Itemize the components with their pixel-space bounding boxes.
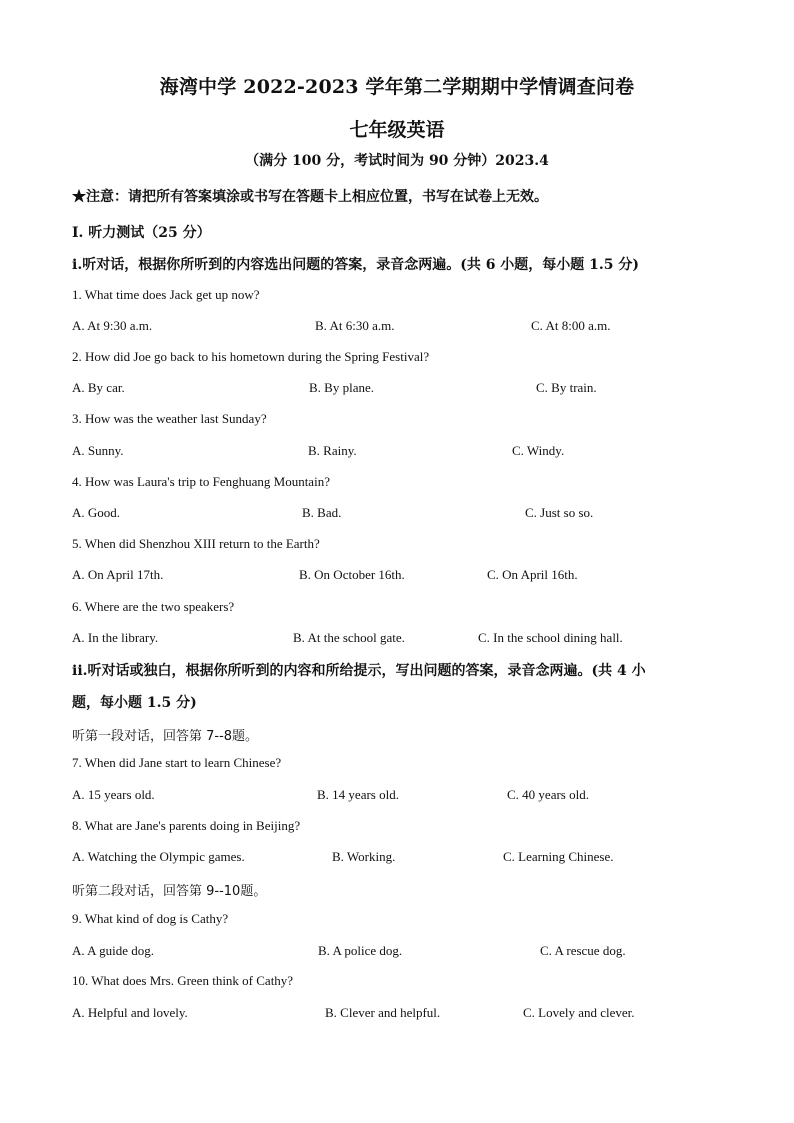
question-2: 2. How did Joe go back to his hometown during the Spring Festival? bbox=[72, 349, 430, 364]
q6-option-a: A. In the library. bbox=[72, 630, 159, 645]
q1-option-b: B. At 6:30 a.m. bbox=[315, 318, 395, 333]
q2-option-a: A. By car. bbox=[72, 380, 125, 395]
q2-option-b: B. By plane. bbox=[309, 380, 374, 395]
q9-option-a: A. A guide dog. bbox=[72, 943, 154, 958]
q7-option-a: A. 15 years old. bbox=[72, 787, 155, 802]
q8-option-b: B. Working. bbox=[332, 849, 396, 864]
notice: ★注意：请把所有答案填涂或书写在答题卡上相应位置，书写在试卷上无效。 bbox=[72, 189, 548, 205]
q9-option-b: B. A police dog. bbox=[318, 943, 403, 958]
q10-option-c: C. Lovely and clever. bbox=[523, 1005, 635, 1020]
question-1: 1. What time does Jack get up now? bbox=[72, 287, 260, 302]
exam-meta: （满分 100 分，考试时间为 90 分钟）2023.4 bbox=[245, 153, 549, 169]
q3-option-a: A. Sunny. bbox=[72, 443, 124, 458]
q2-option-c: C. By train. bbox=[536, 380, 597, 395]
q8-option-c: C. Learning Chinese. bbox=[503, 849, 614, 864]
exam-subtitle: 七年级英语 bbox=[349, 119, 445, 141]
q10-option-b: B. Clever and helpful. bbox=[325, 1005, 441, 1020]
q10-option-a: A. Helpful and lovely. bbox=[72, 1005, 188, 1020]
q4-option-a: A. Good. bbox=[72, 505, 121, 520]
q3-option-c: C. Windy. bbox=[512, 443, 565, 458]
q7-option-c: C. 40 years old. bbox=[507, 787, 589, 802]
exam-title: 海湾中学 2022-2023 学年第二学期期中学情调查问卷 bbox=[159, 76, 635, 98]
q8-option-a: A. Watching the Olympic games. bbox=[72, 849, 245, 864]
q4-option-b: B. Bad. bbox=[302, 505, 342, 520]
question-8: 8. What are Jane's parents doing in Beijing? bbox=[72, 818, 301, 833]
question-3: 3. How was the weather last Sunday? bbox=[72, 411, 267, 426]
part-a-instructions: i.听对话，根据你所听到的内容选出问题的答案，录音念两遍。(共 6 小题，每小题 1.5 分) bbox=[72, 257, 640, 273]
question-7: 7. When did Jane start to learn Chinese? bbox=[72, 755, 282, 770]
question-9: 9. What kind of dog is Cathy? bbox=[72, 911, 229, 926]
dialog-1-instructions: 听第一段对话，回答第 7--8题。 bbox=[72, 729, 259, 744]
q5-option-c: C. On April 16th. bbox=[487, 567, 578, 582]
q5-option-a: A. On April 17th. bbox=[72, 567, 164, 582]
q6-option-b: B. At the school gate. bbox=[293, 630, 405, 645]
q6-option-c: C. In the school dining hall. bbox=[478, 630, 623, 645]
q3-option-b: B. Rainy. bbox=[308, 443, 357, 458]
q5-option-b: B. On October 16th. bbox=[299, 567, 405, 582]
q7-option-b: B. 14 years old. bbox=[317, 787, 399, 802]
section-heading: I. 听力测试（25 分） bbox=[72, 225, 211, 241]
q1-option-c: C. At 8:00 a.m. bbox=[531, 318, 611, 333]
q4-option-c: C. Just so so. bbox=[525, 505, 594, 520]
question-5: 5. When did Shenzhou XIII return to the Earth? bbox=[72, 536, 320, 551]
q9-option-c: C. A rescue dog. bbox=[540, 943, 626, 958]
question-4: 4. How was Laura's trip to Fenghuang Mountain? bbox=[72, 474, 330, 489]
part-b-instructions-line1: ii.听对话或独白，根据你所听到的内容和所给提示，写出问题的答案，录音念两遍。(共 4 小 bbox=[72, 663, 646, 679]
question-10: 10. What does Mrs. Green think of Cathy? bbox=[72, 973, 294, 988]
question-6: 6. Where are the two speakers? bbox=[72, 599, 235, 614]
q1-option-a: A. At 9:30 a.m. bbox=[72, 318, 153, 333]
part-b-instructions-line2: 题，每小题 1.5 分) bbox=[72, 695, 197, 711]
dialog-2-instructions: 听第二段对话，回答第 9--10题。 bbox=[72, 884, 267, 899]
